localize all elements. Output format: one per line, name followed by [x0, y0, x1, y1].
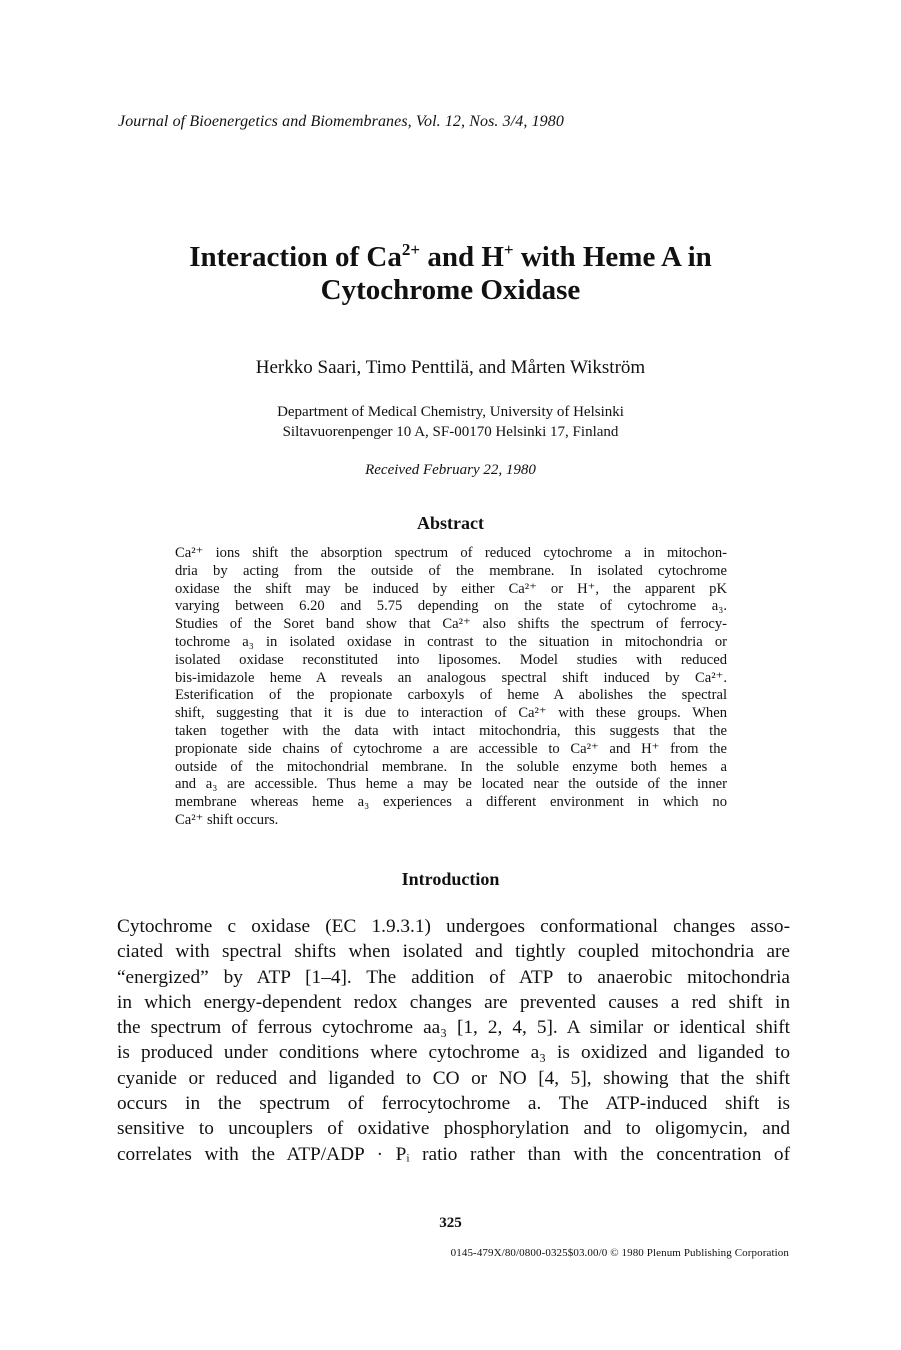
- article-title: [100, 241, 801, 307]
- abstract-line: dria by acting from the outside of the membrane. In isolated cytochrome: [175, 562, 727, 579]
- title-line-1: Interaction of $Ca^{2+}$ and H+ with Heme A in: [189, 240, 712, 273]
- abstract-line: tochrome a₃ in isolated oxidase in contrast to the situation in mitochondria or: [175, 633, 727, 650]
- body-line: sensitive to uncouplers of oxidative phosphorylation and to oligomycin, and: [117, 1118, 790, 1140]
- abstract-body: [175, 545, 727, 830]
- body-line: the spectrum of ferrous cytochrome aa₃ [1, 2, 4, 5]. A similar or identical shift: [117, 1017, 790, 1039]
- affiliation-line-1: Department of Medical Chemistry, University of Helsinki: [277, 404, 624, 420]
- abstract-line: Esterification of the propionate carboxyls of heme A abolishes the spectral: [175, 687, 727, 704]
- abstract-line: bis-imidazole heme A reveals an analogous spectral shift induced by Ca²⁺.: [175, 669, 727, 686]
- abstract-line: membrane whereas heme a₃ experiences a different environment in which no: [175, 794, 727, 811]
- title-line-2: Cytochrome Oxidase: [320, 274, 581, 306]
- abstract-line: isolated oxidase reconstituted into liposomes. Model studies with reduced: [175, 651, 727, 668]
- body-line: cyanide or reduced and liganded to CO or NO [4, 5], showing that the shift: [117, 1067, 790, 1089]
- abstract-line: shift, suggesting that it is due to interaction of Ca²⁺ with these groups. When: [175, 705, 727, 722]
- abstract-line: propionate side chains of cytochrome a are accessible to Ca²⁺ and H⁺ from the: [175, 740, 727, 757]
- body-line: “energized” by ATP [1–4]. The addition of ATP to anaerobic mitochondria: [117, 966, 790, 988]
- abstract-heading: Abstract: [417, 513, 484, 533]
- journal-citation: Journal of Bioenergetics and Biomembranes, Vol. 12, Nos. 3/4, 1980: [118, 113, 564, 130]
- abstract-line: oxidase the shift may be induced by either Ca²⁺ or H⁺, the apparent pK: [175, 580, 727, 597]
- affiliation-line-2: Siltavuorenpenger 10 A, SF-00170 Helsinki 17, Finland: [282, 424, 619, 440]
- abstract-line: outside of the mitochondrial membrane. In the soluble enzyme both hemes a: [175, 758, 727, 775]
- abstract-line: Ca²⁺ ions shift the absorption spectrum of reduced cytochrome a in mitochon-: [175, 545, 727, 561]
- page-number: 325: [439, 1215, 462, 1231]
- body-line: is produced under conditions where cytochrome a₃ is oxidized and liganded to: [117, 1042, 790, 1064]
- copyright-line: 0145-479X/80/0800-0325$03.00/0 © 1980 Plenum Publishing Corporation: [450, 1247, 789, 1259]
- introduction-body: [117, 914, 790, 1167]
- abstract-line: Ca²⁺ shift occurs.: [175, 811, 279, 828]
- received-date: Received February 22, 1980: [365, 462, 536, 478]
- introduction-heading: Introduction: [401, 869, 500, 889]
- abstract-line: Studies of the Soret band show that Ca²⁺ also shifts the spectrum of ferrocy-: [175, 616, 727, 633]
- affiliation: [100, 402, 801, 442]
- body-line: ciated with spectral shifts when isolated and tightly coupled mitochondria are: [117, 941, 790, 963]
- body-line: Cytochrome c oxidase (EC 1.9.3.1) undergoes conformational changes asso-: [117, 916, 790, 937]
- body-line: in which energy-dependent redox changes are prevented causes a red shift in: [117, 991, 790, 1013]
- abstract-line: varying between 6.20 and 5.75 depending on the state of cytochrome a₃.: [175, 598, 727, 615]
- abstract-line: taken together with the data with intact mitochondria, this suggests that the: [175, 722, 727, 739]
- abstract-line: and a₃ are accessible. Thus heme a may be located near the outside of the inner: [175, 776, 727, 793]
- body-line: correlates with the ATP/ADP · Pᵢ ratio rather than with the concentration of: [117, 1143, 790, 1165]
- body-line: occurs in the spectrum of ferrocytochrome a. The ATP-induced shift is: [117, 1093, 790, 1115]
- author-list: Herkko Saari, Timo Penttilä, and Mårten Wikström: [255, 357, 646, 378]
